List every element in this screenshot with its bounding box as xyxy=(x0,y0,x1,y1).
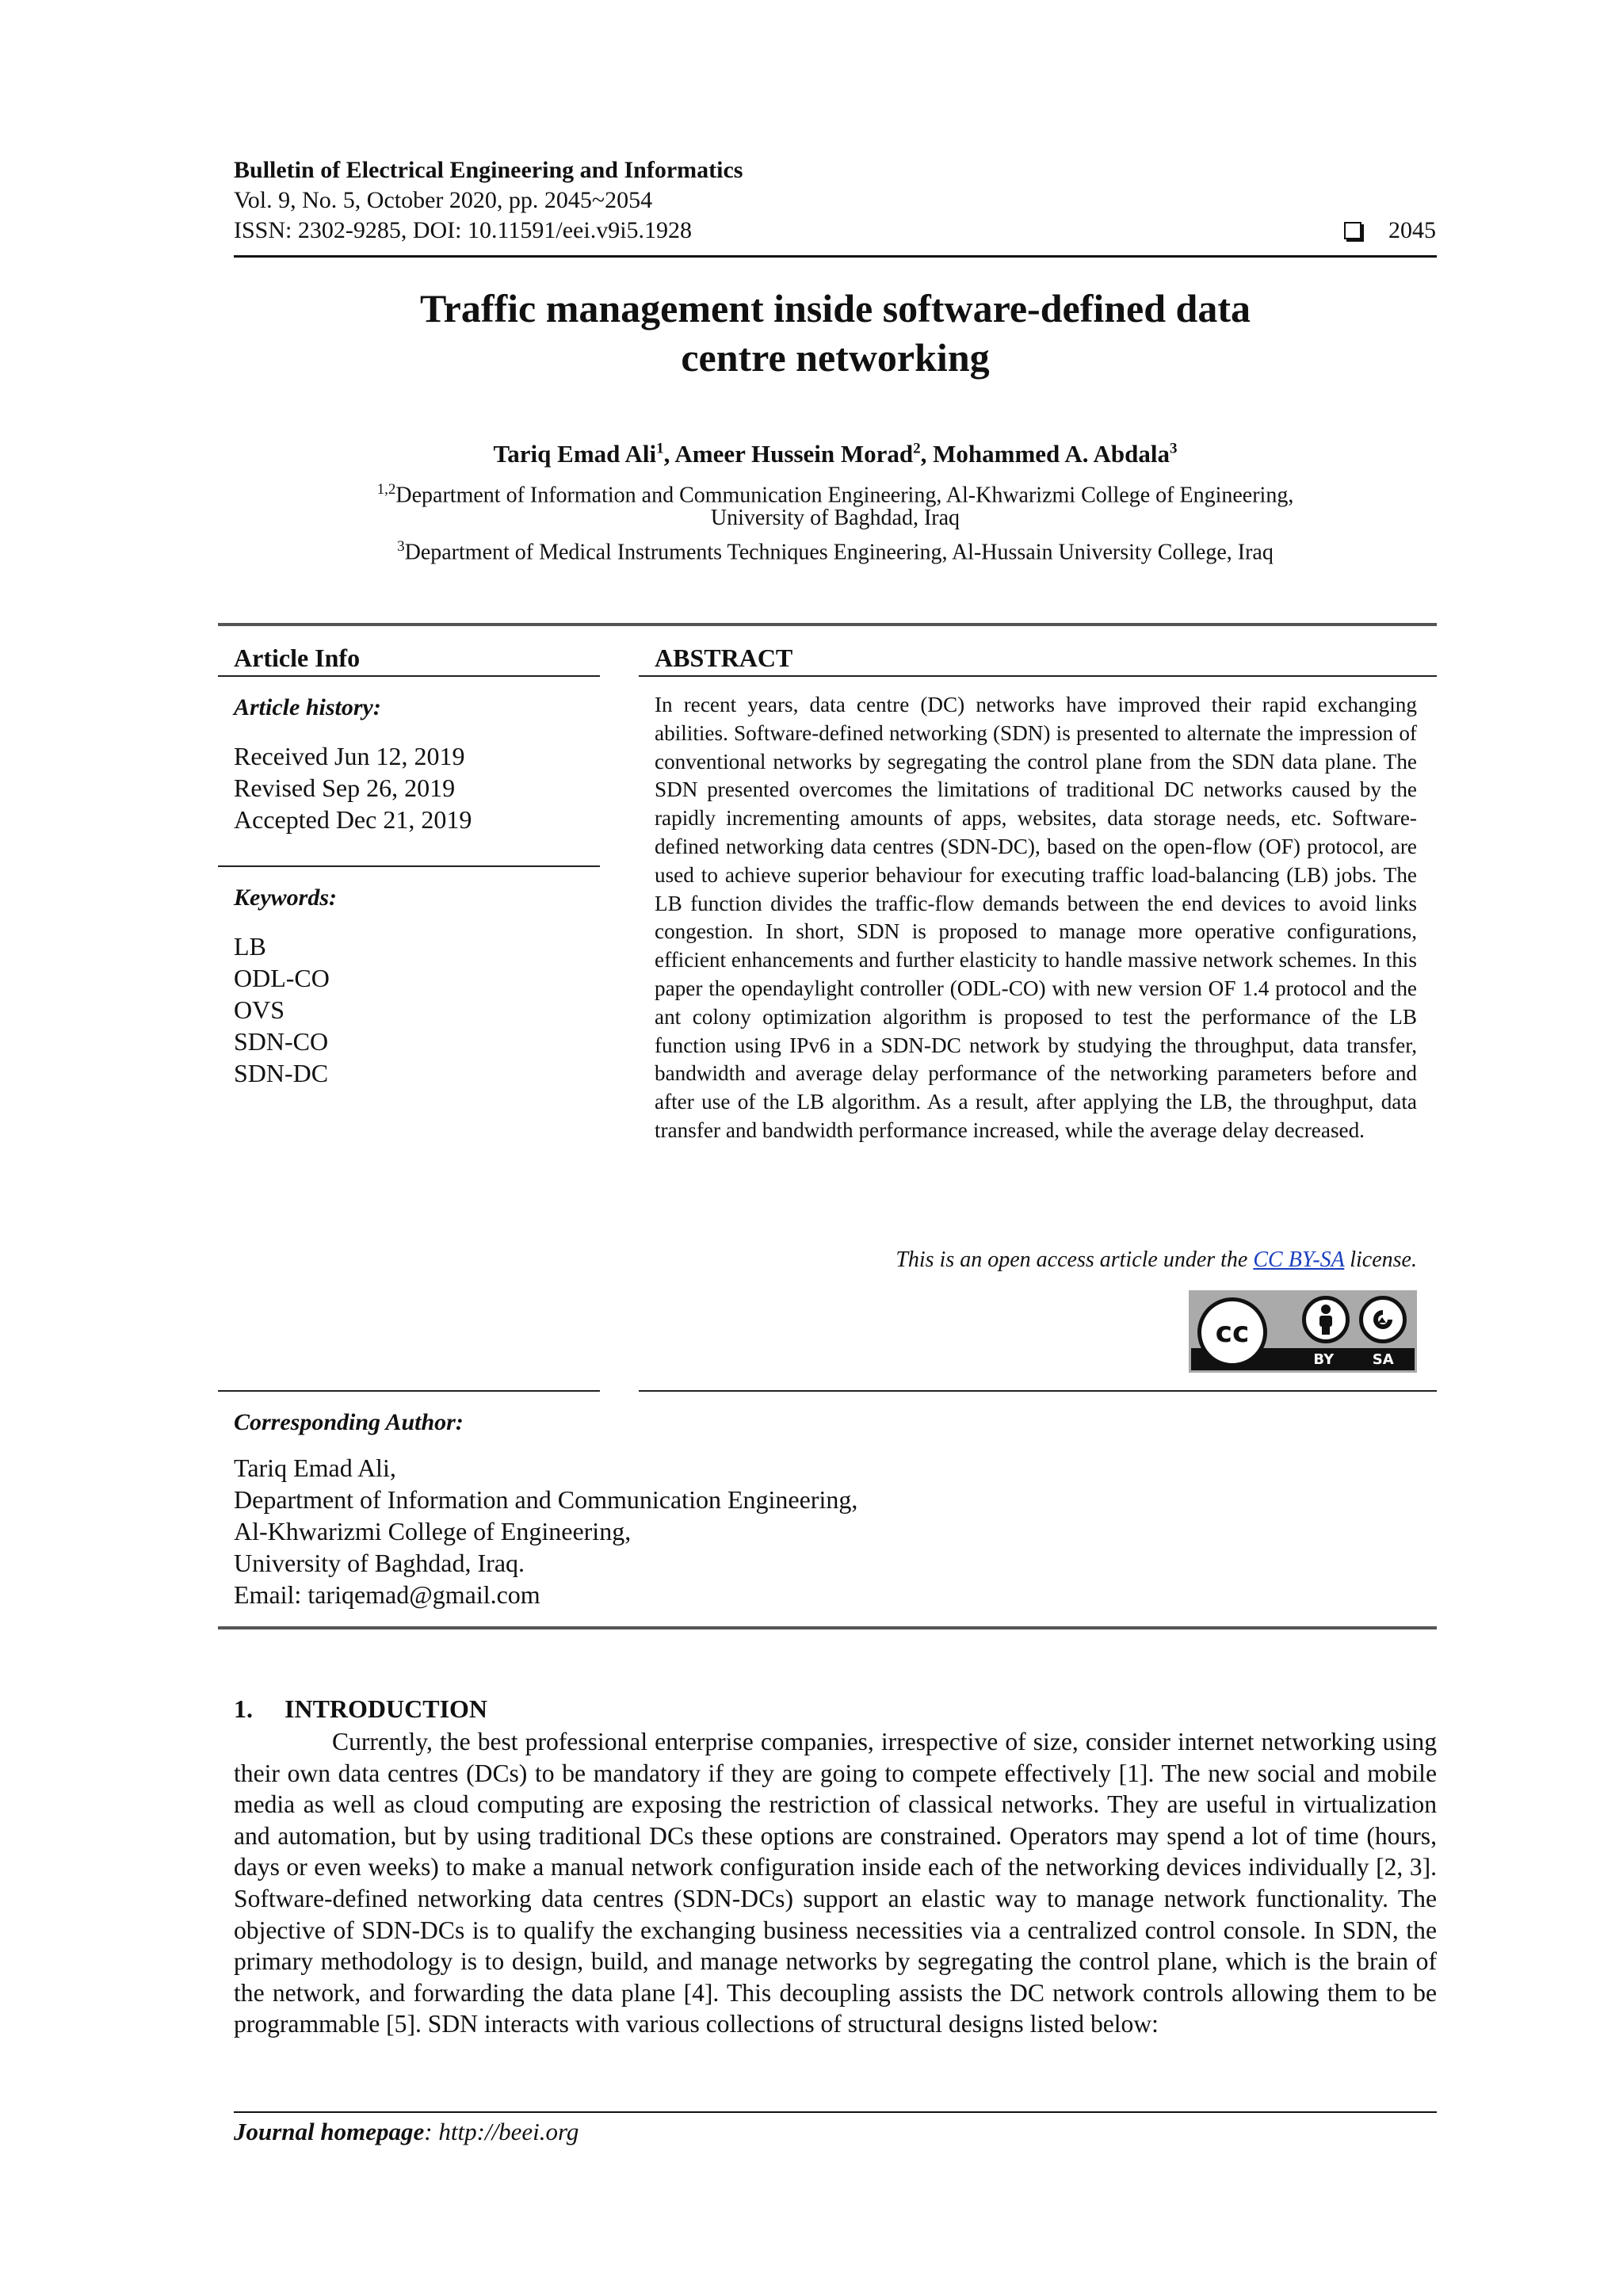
revised-date: Revised Sep 26, 2019 xyxy=(234,774,456,802)
checkbox-square-icon xyxy=(1344,222,1361,239)
open-access-prefix: This is an open access article under the xyxy=(896,1247,1254,1272)
share-alike-glyph xyxy=(1367,1304,1399,1335)
author-sup: 2 xyxy=(913,440,921,457)
corresponding-author-details xyxy=(234,1452,857,1610)
author-name: Tariq Emad Ali xyxy=(493,440,657,468)
keyword: SDN-DC xyxy=(234,1059,329,1087)
title-line-2: centre networking xyxy=(681,335,990,380)
article-info-heading: Article Info xyxy=(234,644,361,672)
affiliation-3 xyxy=(234,533,1437,567)
received-date: Received Jun 12, 2019 xyxy=(234,742,465,770)
affiliation-text: Department of Medical Instruments Techniques Engineering, Al-Hussain University College, Iraq xyxy=(404,540,1274,565)
share-alike-icon xyxy=(1359,1296,1407,1343)
article-info-rule xyxy=(218,675,600,677)
cc-sa-label: SA xyxy=(1372,1351,1394,1368)
keyword: SDN-CO xyxy=(234,1027,329,1056)
paper-title xyxy=(234,284,1437,382)
journal-name: Bulletin of Electrical Engineering and Informatics xyxy=(234,157,743,183)
corr-email: Email: tariqemad@gmail.com xyxy=(234,1580,540,1609)
journal-issn-doi: ISSN: 2302-9285, DOI: 10.11591/eei.v9i5.1928 xyxy=(234,217,693,243)
keywords-rule xyxy=(218,865,600,867)
author-name: Mohammed A. Abdala xyxy=(933,440,1170,468)
open-access-suffix: license. xyxy=(1344,1247,1417,1272)
keyword: LB xyxy=(234,932,266,961)
accepted-date: Accepted Dec 21, 2019 xyxy=(234,805,472,834)
footer-divider xyxy=(234,2111,1437,2113)
cc-icon: cc xyxy=(1197,1297,1267,1367)
author-sup: 3 xyxy=(1170,440,1178,457)
corr-college: Al-Khwarizmi College of Engineering, xyxy=(234,1517,632,1545)
journal-volume: Vol. 9, No. 5, October 2020, pp. 2045~2054 xyxy=(234,187,653,213)
cc-by-sa-link[interactable]: CC BY-SA xyxy=(1253,1247,1345,1272)
cc-by-label: BY xyxy=(1313,1351,1335,1368)
homepage-label: Journal homepage xyxy=(234,2118,425,2145)
author-list: Tariq Emad Ali$^1$, Ameer Hussein Morad$^2$, Mohammed A. Abdala$^3$ xyxy=(493,440,1178,468)
affiliation-text: Department of Information and Communication Engineering, Al-Khwarizmi College of Engineering, xyxy=(395,483,1294,508)
corr-dept: Department of Information and Communication Engineering, xyxy=(234,1485,858,1514)
keywords-heading: Keywords: xyxy=(234,884,337,911)
article-history-heading: Article history: xyxy=(234,694,381,720)
homepage-url[interactable]: : http://beei.org xyxy=(424,2118,579,2145)
journal-homepage xyxy=(234,2118,579,2146)
corr-name: Tariq Emad Ali, xyxy=(234,1454,396,1482)
introduction-heading: 1. INTRODUCTION xyxy=(234,1694,488,1723)
keyword: OVS xyxy=(234,995,285,1024)
affiliation-sup: 1,2 xyxy=(376,481,396,498)
article-history-list xyxy=(234,740,472,835)
page-number-block xyxy=(1344,217,1436,244)
cc-by-sa-badge[interactable] xyxy=(1189,1290,1417,1373)
right-bottom-rule xyxy=(639,1390,1437,1392)
abstract-heading: ABSTRACT xyxy=(655,644,793,672)
open-access-note xyxy=(896,1247,1417,1273)
left-bottom-rule xyxy=(218,1390,600,1392)
affiliation-sup: 3 xyxy=(397,538,405,555)
introduction-paragraph: Currently, the best professional enterprise companies, irrespective of size, consider internet networking using their own data centres (DCs) to be mandatory if they are going to compete effectively [1]. The new social and mobile media as well as cloud computing are exposing the restriction of classical networks. They are useful in virtualization and automation, but by using traditional DCs these options are constrained. Operators may spend a lot of time (hours, days or even weeks) to make a manual network configuration inside each of the networking devices individually [2, 3]. Software-defined networking data centres (SDN-DCs) support an elastic way to manage network functionality. The objective of SDN-DCs is to qualify the exchanging business necessities via a centralized control console. In SDN, the primary methodology is to design, build, and manage networks by segregating the control plane, which is the brain of the network, and forwarding the data plane [4]. This decoupling assists the DC network controls allowing them to be programmable [5]. SDN interacts with various collections of structural designs listed below: xyxy=(234,1728,1437,2038)
affiliation-1-2-line-2: University of Baghdad, Iraq xyxy=(710,506,960,530)
corr-university: University of Baghdad, Iraq. xyxy=(234,1549,525,1577)
author-name: Ameer Hussein Morad xyxy=(674,440,914,468)
abstract-text: In recent years, data centre (DC) networks have improved their rapid exchanging abilities. Software-defined networking (SDN) is presented to alternate the impression of conventional networks by segregating the control plane from the SDN data plane. The SDN presented overcomes the limitations of traditional DC networks caused by the rapidly incrementing amounts of apps, websites, data storage needs, etc. Software-defined networking data centres (SDN-DC), based on the open-flow (OF) protocol, are used to achieve superior behaviour for executing traffic load-balancing (LB) jobs. The LB function divides the traffic-flow demands between the end devices to avoid links congestion. In short, SDN is proposed to manage more operative configurations, efficient enhancements and further elasticity to handle massive network schemes. In this paper the opendaylight controller (ODL-CO) with new version OF 1.4 protocol and the ant colony optimization algorithm is proposed to test the performance of the LB function using IPv6 in a SDN-DC network by studying the throughput, data transfer, bandwidth and average delay performance of the networking parameters before and after use of the LB algorithm. As a result, after applying the LB, the throughput, data transfer and bandwidth performance increased, while the average delay decreased. xyxy=(655,693,1417,1142)
introduction-text xyxy=(234,1726,1437,2040)
cc-labels xyxy=(1294,1351,1413,1368)
keyword: ODL-CO xyxy=(234,964,330,992)
keywords-list xyxy=(234,930,330,1089)
info-box-top-rule xyxy=(218,623,1437,626)
header-divider xyxy=(234,255,1437,258)
abstract-rule xyxy=(639,675,1437,677)
info-box-bottom-rule xyxy=(218,1626,1437,1629)
page-number: 2045 xyxy=(1388,217,1436,243)
person-glyph xyxy=(1312,1304,1339,1335)
attribution-person-icon xyxy=(1302,1296,1350,1343)
corresponding-author-heading: Corresponding Author: xyxy=(234,1409,464,1435)
author-sup: 1 xyxy=(656,440,664,457)
title-line-1: Traffic management inside software-defined data xyxy=(419,286,1251,330)
